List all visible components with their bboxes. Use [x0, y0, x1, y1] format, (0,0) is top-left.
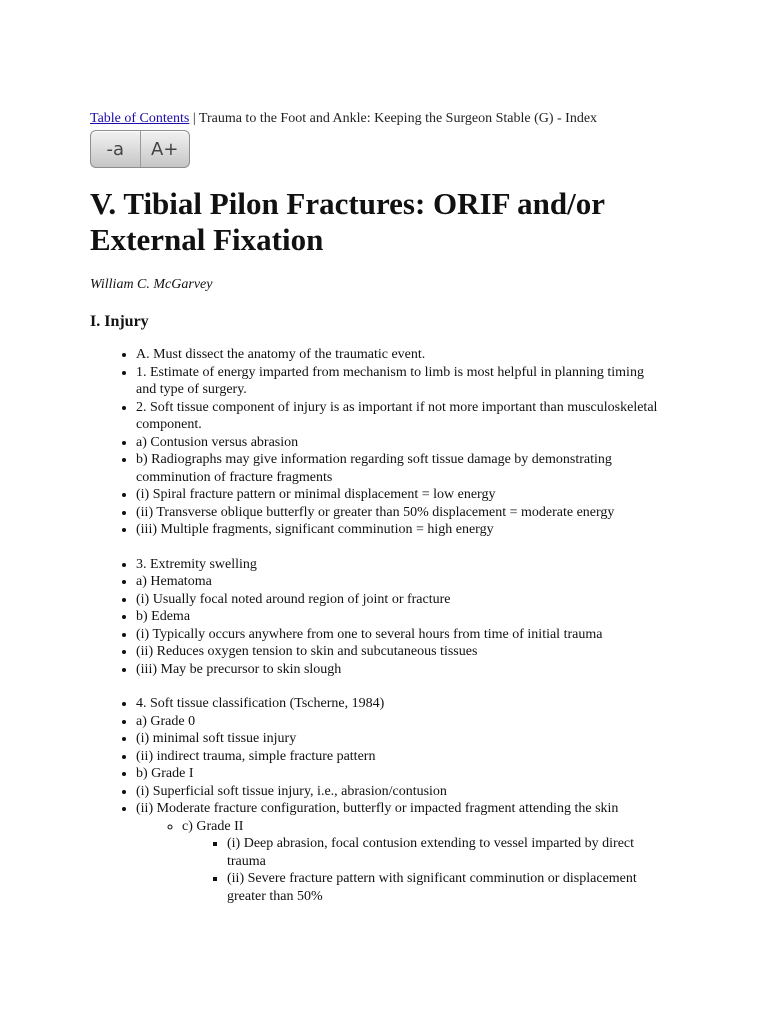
list-item: • (i) Spiral fracture pattern or minimal displacement = low energy — [136, 486, 690, 504]
list-item: • (iii) May be precursor to skin slough — [136, 661, 690, 679]
breadcrumb — [90, 110, 690, 128]
sublist-item — [182, 818, 690, 906]
list-item: • a) Hematoma — [136, 573, 690, 591]
classification-list — [90, 695, 690, 905]
decrease-font-button[interactable]: -a — [106, 138, 125, 160]
page-title: V. Tibial Pilon Fractures: ORIF and/or External Fixation — [90, 186, 605, 257]
sublist-detail-item: ▪ (ii) Severe fracture pattern with significant comminution or displacement greater than 50% — [227, 870, 677, 905]
list-item: • (ii) Reduces oxygen tension to skin and subcutaneous tissues — [136, 643, 690, 661]
grade-ii-details — [182, 835, 690, 905]
list-item: • (ii) Transverse oblique butterfly or greater than 50% displacement = moderate energy — [136, 504, 690, 522]
list-item: • 1. Estimate of energy imparted from mechanism to limb is most helpful in planning timing and type of surgery. — [136, 364, 666, 399]
sublist-label: c) Grade II — [182, 818, 244, 834]
list-item: • (ii) Moderate fracture configuration, butterfly or impacted fragment attending the skin — [136, 800, 690, 818]
section-heading: I. Injury — [90, 313, 149, 330]
breadcrumb-trail: | Trauma to the Foot and Ankle: Keeping the Surgeon Stable (G) - Index — [189, 111, 598, 126]
list-item: • b) Grade I — [136, 765, 690, 783]
swelling-list — [90, 556, 690, 679]
grade-ii-list — [136, 818, 690, 906]
list-item: • (i) Typically occurs anywhere from one to several hours from time of initial trauma — [136, 626, 690, 644]
author-name: William C. McGarvey — [90, 277, 213, 292]
list-item: • a) Contusion versus abrasion — [136, 434, 690, 452]
table-of-contents-link[interactable]: Table of Contents — [90, 111, 190, 126]
list-item: • 4. Soft tissue classification (Tscherne, 1984) — [136, 695, 690, 713]
list-item: • a) Grade 0 — [136, 713, 690, 731]
list-item: • (i) Usually focal noted around region of joint or fracture — [136, 591, 690, 609]
list-item: • 2. Soft tissue component of injury is as important if not more important than musculoskeletal component. — [136, 399, 666, 434]
list-item: • (i) minimal soft tissue injury — [136, 730, 690, 748]
font-size-controls — [90, 130, 190, 168]
list-item: • (iii) Multiple fragments, significant comminution = high energy — [136, 521, 690, 539]
increase-font-button[interactable]: A+ — [140, 131, 190, 167]
list-item: • (i) Superficial soft tissue injury, i.e., abrasion/contusion — [136, 783, 690, 801]
list-item: • (ii) indirect trauma, simple fracture pattern — [136, 748, 690, 766]
list-item: • b) Radiographs may give information regarding soft tissue damage by demonstrating comminution of fracture fragments — [136, 451, 666, 486]
article — [90, 110, 690, 905]
list-item: • A. Must dissect the anatomy of the traumatic event. — [136, 346, 690, 364]
injury-list — [90, 346, 690, 539]
list-item: • 3. Extremity swelling — [136, 556, 690, 574]
list-item: • b) Edema — [136, 608, 690, 626]
nested-list-container — [136, 818, 690, 906]
sublist-detail-item: ▪ (i) Deep abrasion, focal contusion extending to vessel imparted by direct trauma — [227, 835, 667, 870]
